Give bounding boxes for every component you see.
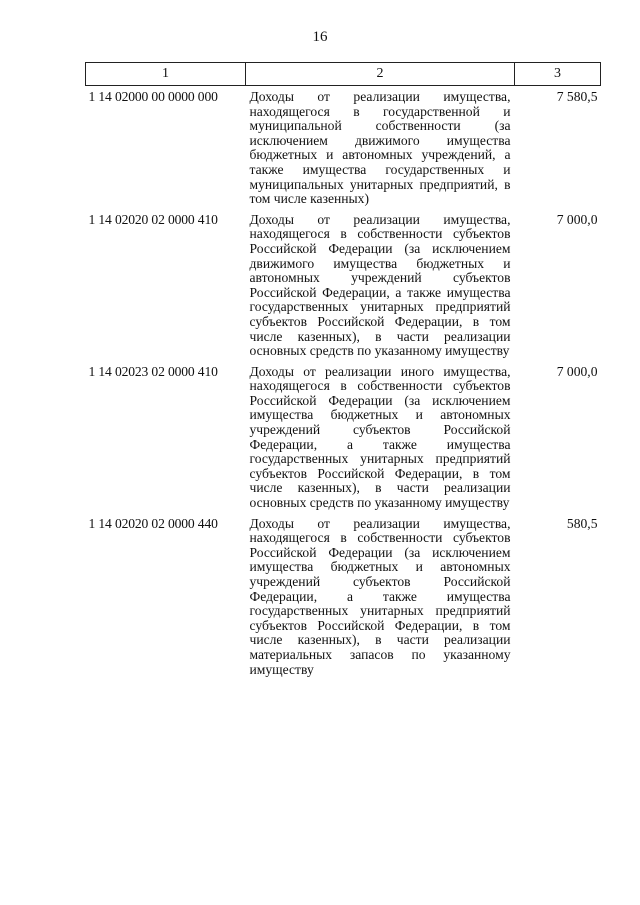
row-code: 1 14 02000 00 0000 000 bbox=[88, 89, 218, 104]
header-row bbox=[86, 63, 601, 86]
table-header bbox=[86, 63, 601, 86]
row-amount: 580,5 bbox=[566, 515, 598, 531]
row-description: Доходы от реализации имущества, находящегося в собственности субъектов Российской Федерации (за исключением имущества бюджетных и автономных учреждений субъектов Российской Федерации, а также имущества государственных унитарных предприятий субъектов Российской Федерации, в том числе казенных), в части реализации материальных запасов по указанному имуществу bbox=[249, 515, 511, 677]
table-row bbox=[86, 361, 601, 513]
row-description: Доходы от реализации иного имущества, находящегося в собственности субъектов Российской Федерации (за исключением имущества бюджетных и автономных учреждений субъектов Российской Федерации, а также имущества государственных унитарных предприятий субъектов Российской Федерации, в том числе казенных), в части реализации основных средств по указанному имуществу bbox=[249, 363, 511, 511]
row-code: 1 14 02020 02 0000 440 bbox=[88, 515, 218, 531]
table-body bbox=[86, 86, 601, 680]
page-number: 16 bbox=[312, 29, 328, 45]
table-row bbox=[86, 209, 601, 361]
row-code: 1 14 02020 02 0000 410 bbox=[88, 211, 218, 227]
row-amount: 7 000,0 bbox=[556, 211, 598, 227]
table-row bbox=[86, 513, 601, 680]
table-row bbox=[86, 86, 601, 209]
row-amount: 7 000,0 bbox=[556, 363, 598, 379]
column-header-code: 1 bbox=[86, 63, 246, 86]
row-description: Доходы от реализации имущества, находящегося в собственности субъектов Российской Федерации (за исключением движимого имущества бюджетных и автономных учреждений субъектов Российской Федерации, а также имущества государственных унитарных предприятий субъектов Российской Федерации, в том числе казенных), в части реализации основных средств по указанному имуществу bbox=[249, 211, 511, 359]
row-description: Доходы от реализации имущества, находящегося в государственной и муниципальной собственности (за исключением движимого имущества бюджетных и автономных учреждений, а также имущества государственных и муниципальных унитарных предприятий, в том числе казенных) bbox=[249, 89, 511, 207]
column-header-description: 2 bbox=[246, 63, 515, 86]
column-header-amount: 3 bbox=[515, 63, 601, 86]
row-amount: 7 580,5 bbox=[556, 89, 598, 104]
revenue-table bbox=[85, 62, 601, 679]
row-code: 1 14 02023 02 0000 410 bbox=[88, 363, 218, 379]
